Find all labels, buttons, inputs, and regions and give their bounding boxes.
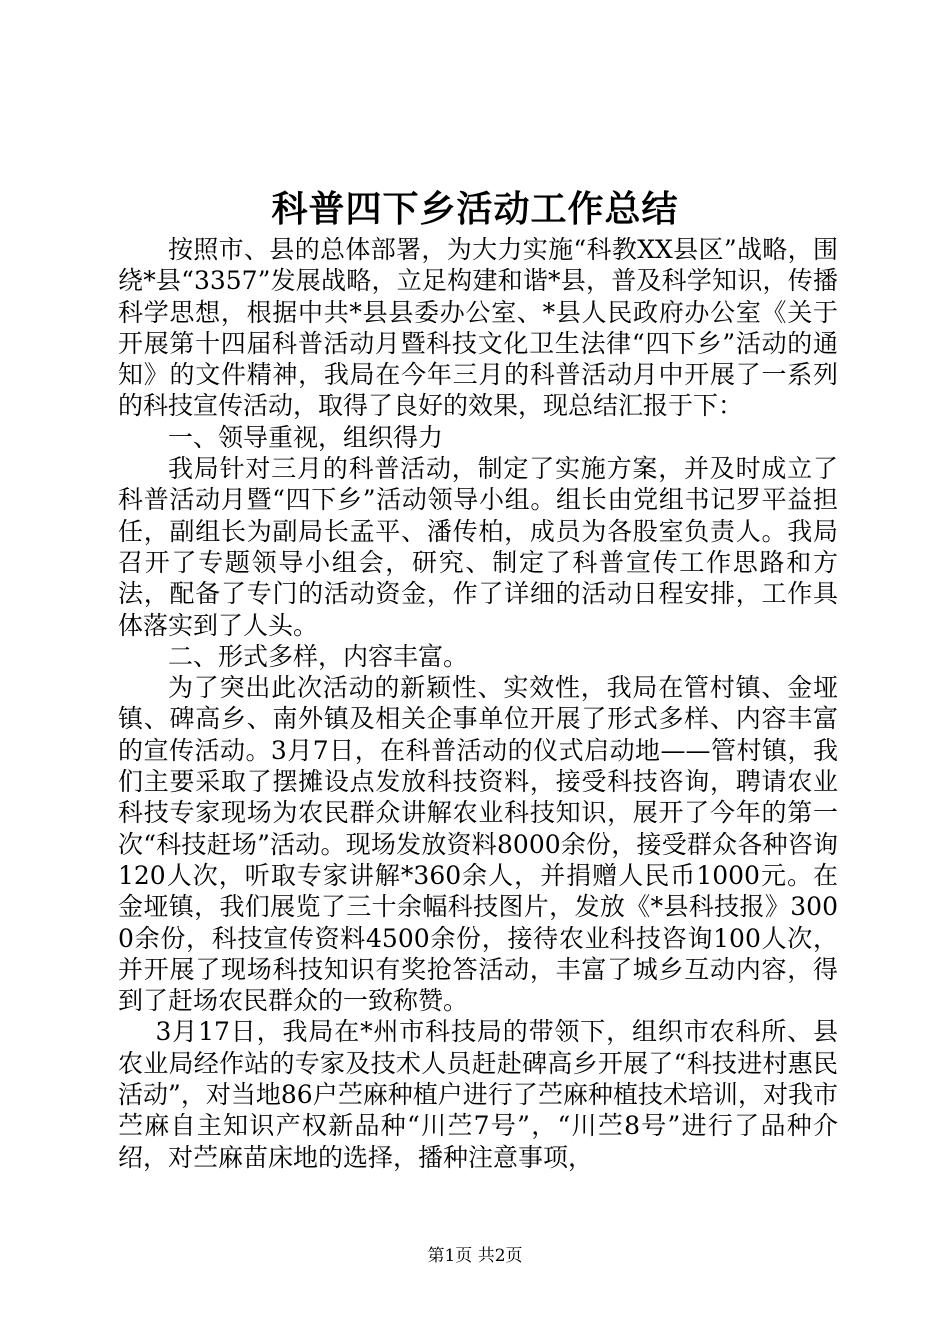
document-body [118, 234, 838, 1173]
paragraph-activities: 为了突出此次活动的新颖性、实效性，我局在管村镇、金垭镇、碑高乡、南外镇及相关企事单位开展了形式多样、内容丰富的宣传活动。3月7日，在科普活动的仪式启动地——管村镇，我们主要采取了摆摊设点发放科技资料，接受科技咨询，聘请农业科技专家现场为农民群众讲解农业科技知识，展开了今年的第一次“科技赶场”活动。现场发放资料8000余份，接受群众各种咨询120人次，听取专家讲解*360余人，并捐赠人民币1000元。在金垭镇，我们展览了三十余幅科技图片，发放《*县科技报》3000余份，科技宣传资料4500余份，接待农业科技咨询100人次，并开展了现场科技知识有奖抢答活动，丰富了城乡互动内容，得到了赶场农民群众的一致称赞。 [118, 673, 838, 1016]
document-title: 科普四下乡活动工作总结 [271, 188, 679, 230]
paragraph-intro: 按照市、县的总体部署，为大力实施“科教XX县区”战略，围绕*县“3357”发展战略，立足构建和谐*县，普及科学知识，传播科学思想，根据中共*县县委办公室、*县人民政府办公室《关于开展第十四届科普活动月暨科技文化卫生法律“四下乡”活动的通知》的文件精神，我局在今年三月的科普活动月中开展了一系列的科技宣传活动，取得了良好的效果，现总结汇报于下： [118, 235, 838, 421]
paragraph-leadership: 我局针对三月的科普活动，制定了实施方案，并及时成立了科普活动月暨“四下乡”活动领导小组。组长由党组书记罗平益担任，副组长为副局长孟平、潘传柏，成员为各股室负责人。我局召开了专题领导小组会，研究、制定了科普宣传工作思路和方法，配备了专门的活动资金，作了详细的活动日程安排，工作具体落实到了人头。 [118, 454, 838, 640]
section-heading-2: 二、形式多样，内容丰富。 [168, 641, 469, 671]
paragraph-march-17: 3月17日，我局在*州市科技局的带领下，组织市农科所、县农业局经作站的专家及技术人员赶赴碑高乡开展了“科技进村惠民活动”，对当地86户苎麻种植户进行了苎麻种植技术培训，对我市苎麻自主知识产权新品种“川苎7号”，“川苎8号”进行了品种介绍，对苎麻苗床地的选择，播种注意事项， [118, 1017, 838, 1172]
section-heading-1: 一、领导重视，组织得力 [168, 422, 444, 452]
page-number-footer: 第1页 共2页 [427, 1246, 523, 1266]
